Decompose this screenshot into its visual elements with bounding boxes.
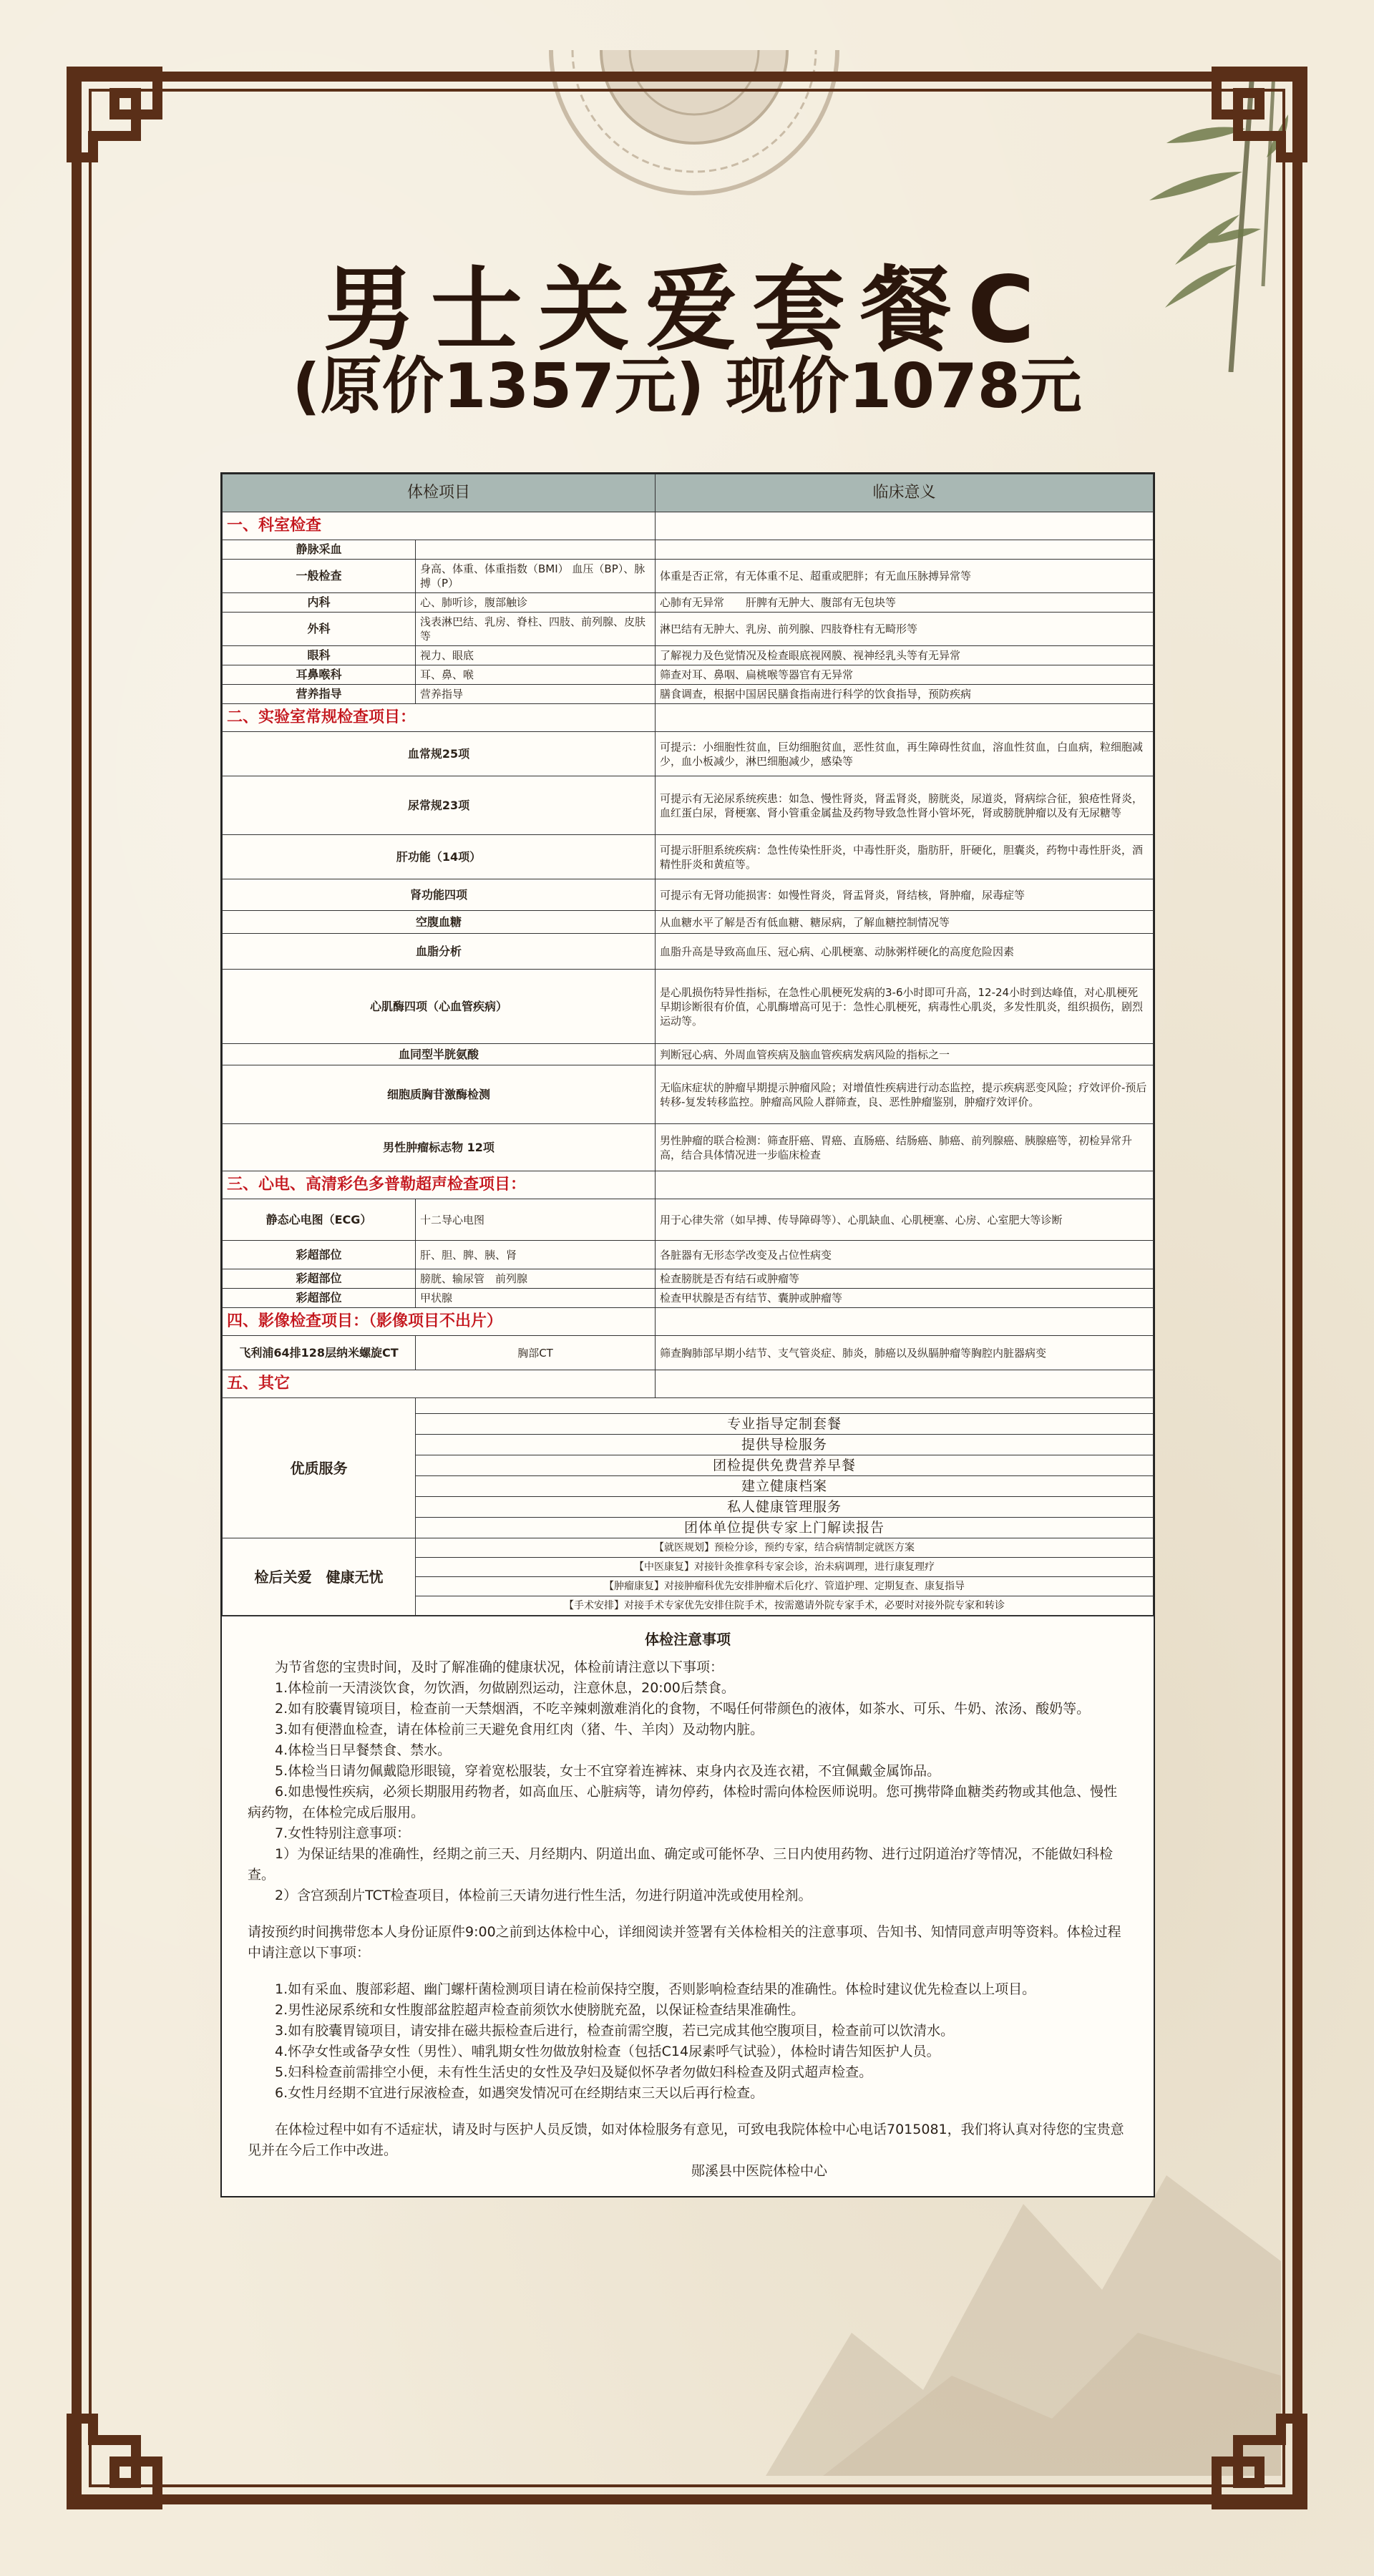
after-care-item: 【手术安排】对接手术专家优先安排住院手术，按需邀请外院专家手术，必要时对接外院专家和转诊 xyxy=(416,1596,1154,1616)
item-meaning: 男性肿瘤的联合检测：筛查肝癌、胃癌、直肠癌、结肠癌、肺癌、前列腺癌、胰腺癌等，初检异常升高，结合具体情况进一步临床检查 xyxy=(656,1124,1154,1171)
price-line: (原价1357元) 现价1078元 xyxy=(292,351,1082,422)
item-detail: 营养指导 xyxy=(416,685,656,704)
item-detail: 心、肺听诊，腹部触诊 xyxy=(416,593,656,613)
item-detail: 甲状腺 xyxy=(416,1289,656,1308)
table-row xyxy=(223,1065,1154,1124)
item-detail: 浅表淋巴结、乳房、脊柱、四肢、前列腺、皮肤等 xyxy=(416,613,656,646)
item-meaning: 心肺有无异常 肝脾有无肿大、腹部有无包块等 xyxy=(656,593,1154,613)
item-detail xyxy=(416,540,656,560)
section-row xyxy=(223,1171,1154,1199)
item-detail: 十二导心电图 xyxy=(416,1199,656,1241)
table-row xyxy=(223,560,1154,593)
notes-item: 4.怀孕女性或备孕女性（男性）、哺乳期女性勿做放射检查（包括C14尿素呼气试验），体检时请告知医护人员。 xyxy=(275,2044,940,2059)
item-name: 内科 xyxy=(223,593,416,613)
item-name: 营养指导 xyxy=(223,685,416,704)
item-meaning: 膳食调查，根据中国居民膳食指南进行科学的饮食指导，预防疾病 xyxy=(656,685,1154,704)
after-care-item: 【中医康复】对接针灸推拿科专家会诊，治未病调理，进行康复理疗 xyxy=(416,1558,1154,1577)
table-row xyxy=(223,1289,1154,1308)
quality-item: 私人健康管理服务 xyxy=(416,1497,1154,1518)
item-detail: 膀胱、输尿管 前列腺 xyxy=(416,1269,656,1289)
item-meaning: 筛查对耳、鼻咽、扁桃喉等器官有无异常 xyxy=(656,665,1154,685)
item-name: 肾功能四项 xyxy=(223,879,656,911)
item-name: 空腹血糖 xyxy=(223,911,656,934)
quality-service-label: 优质服务 xyxy=(223,1398,416,1538)
table-row xyxy=(223,1336,1154,1370)
item-meaning: 了解视力及色觉情况及检查眼底视网膜、视神经乳头等有无异常 xyxy=(656,646,1154,665)
item-meaning: 检查甲状腺是否有结节、囊肿或肿瘤等 xyxy=(656,1289,1154,1308)
after-care-label: 检后关爱 健康无忧 xyxy=(223,1538,416,1616)
item-meaning: 判断冠心病、外周血管疾病及脑血管疾病发病风险的指标之一 xyxy=(656,1044,1154,1065)
item-meaning: 可提示有无肾功能损害：如慢性肾炎，肾盂肾炎，肾结核，肾肿瘤，尿毒症等 xyxy=(656,879,1154,911)
table-header-row xyxy=(223,474,1154,512)
notes-item: 1.如有采血、腹部彩超、幽门螺杆菌检测项目请在检前保持空腹，否则影响检查结果的准确性。体检时建议优先检查以上项目。 xyxy=(275,1981,1036,1997)
item-detail: 耳、鼻、喉 xyxy=(416,665,656,685)
item-name: 彩超部位 xyxy=(223,1289,416,1308)
notes-item: 1）为保证结果的准确性，经期之前三天、月经期内、阴道出血、确定或可能怀孕、三日内使用药物、进行过阴道治疗等情况，不能做妇科检查。 xyxy=(248,1846,1114,1883)
item-name: 血同型半胱氨酸 xyxy=(223,1044,656,1065)
item-meaning: 筛查胸肺部早期小结节、支气管炎症、肺炎，肺癌以及纵膈肿瘤等胸腔内脏器病变 xyxy=(656,1336,1154,1370)
item-meaning: 体重是否正常，有无体重不足、超重或肥胖；有无血压脉搏异常等 xyxy=(656,560,1154,593)
exam-table-panel xyxy=(220,472,1155,2197)
item-name: 静态心电图（ECG） xyxy=(223,1199,416,1241)
item-name: 彩超部位 xyxy=(223,1269,416,1289)
item-meaning: 各脏器有无形态学改变及占位性病变 xyxy=(656,1241,1154,1269)
table-row xyxy=(223,613,1154,646)
notes-arrival: 请按预约时间携带您本人身份证原件9:00之前到达体检中心，详细阅读并签署有关体检相关的注意事项、告知书、知情同意声明等资料。体检过程中请注意以下事项： xyxy=(248,1924,1121,1961)
quality-spacer-row xyxy=(223,1398,1154,1414)
header-clinical-meaning: 临床意义 xyxy=(656,474,1154,512)
table-row xyxy=(223,593,1154,613)
table-row xyxy=(223,1044,1154,1065)
item-name: 飞利浦64排128层纳米螺旋CT xyxy=(223,1336,416,1370)
table-row xyxy=(223,646,1154,665)
item-meaning: 检查膀胱是否有结石或肿瘤等 xyxy=(656,1269,1154,1289)
item-meaning: 用于心律失常（如早搏、传导障碍等）、心肌缺血、心肌梗塞、心房、心室肥大等诊断 xyxy=(656,1199,1154,1241)
notes-item: 1.体检前一天清淡饮食，勿饮酒，勿做剧烈运动，注意休息，20:00后禁食。 xyxy=(275,1680,735,1696)
item-meaning: 是心肌损伤特异性指标，在急性心肌梗死发病的3-6小时即可升高，12-24小时到达峰值，对心肌梗死早期诊断很有价值，心肌酶增高可见于：急性心肌梗死，病毒性心肌炎，多发性肌炎，组织损伤，剧烈运动等。 xyxy=(656,970,1154,1044)
notes-item: 5.体检当日请勿佩戴隐形眼镜，穿着宽松服装，女士不宜穿着连裤袜、束身内衣及连衣裙，不宜佩戴金属饰品。 xyxy=(275,1763,941,1779)
header-exam-items: 体检项目 xyxy=(223,474,656,512)
item-name: 彩超部位 xyxy=(223,1241,416,1269)
notes-section xyxy=(222,1616,1154,2196)
item-meaning: 淋巴结有无肿大、乳房、前列腺、四肢脊柱有无畸形等 xyxy=(656,613,1154,646)
section-row xyxy=(223,704,1154,732)
item-name: 静脉采血 xyxy=(223,540,416,560)
corner-ornament-bottom-left xyxy=(61,2408,168,2515)
notes-item: 2.如有胶囊胃镜项目，检查前一天禁烟酒，不吃辛辣刺激难消化的食物，不喝任何带颜色的液体，如茶水、可乐、牛奶、浓汤、酸奶等。 xyxy=(275,1701,1091,1717)
item-name: 尿常规23项 xyxy=(223,776,656,835)
notes-item: 2.男性泌尿系统和女性腹部盆腔超声检查前须饮水使膀胱充盈，以保证检查结果准确性。 xyxy=(275,2002,805,2018)
page-title: 男士关爱套餐C xyxy=(323,257,1051,364)
notes-item: 4.体检当日早餐禁食、禁水。 xyxy=(275,1742,452,1758)
notes-item: 6.女性月经期不宜进行尿液检查，如遇突发情况可在经期结束三天以后再行检查。 xyxy=(275,2085,764,2101)
item-meaning: 可提示肝胆系统疾病：急性传染性肝炎，中毒性肝炎，脂肪肝，肝硬化，胆囊炎，药物中毒性肝炎，酒精性肝炎和黄疸等。 xyxy=(656,835,1154,879)
item-meaning: 从血糖水平了解是否有低血糖、糖尿病，了解血糖控制情况等 xyxy=(656,911,1154,934)
table-row xyxy=(223,685,1154,704)
item-detail: 身高、体重、体重指数（BMI） 血压（BP）、脉搏（P） xyxy=(416,560,656,593)
corner-ornament-bottom-right xyxy=(1206,2408,1313,2515)
item-detail: 肝、胆、脾、胰、肾 xyxy=(416,1241,656,1269)
notes-item: 3.如有胶囊胃镜项目，请安排在磁共振检查后进行，检查前需空腹，若已完成其他空腹项目，检查前可以饮清水。 xyxy=(275,2023,955,2039)
table-row xyxy=(223,1124,1154,1171)
section-title: 三、心电、高清彩色多普勒超声检查项目： xyxy=(223,1171,656,1199)
quality-item: 建立健康档案 xyxy=(416,1476,1154,1497)
item-meaning: 血脂升高是导致高血压、冠心病、心肌梗塞、动脉粥样硬化的高度危险因素 xyxy=(656,934,1154,970)
item-name: 心肌酶四项（心血管疾病） xyxy=(223,970,656,1044)
item-name: 眼科 xyxy=(223,646,416,665)
table-row xyxy=(223,911,1154,934)
table-row xyxy=(223,1241,1154,1269)
exam-table xyxy=(222,474,1154,1616)
table-row xyxy=(223,665,1154,685)
table-row xyxy=(223,776,1154,835)
table-row xyxy=(223,835,1154,879)
table-row xyxy=(223,934,1154,970)
after-care-item: 【肿瘤康复】对接肿瘤科优先安排肿瘤术后化疗、管道护理、定期复查、康复指导 xyxy=(416,1577,1154,1596)
item-detail: 视力、眼底 xyxy=(416,646,656,665)
item-name: 一般检查 xyxy=(223,560,416,593)
item-name: 肝功能（14项） xyxy=(223,835,656,879)
notes-item: 5.妇科检查前需排空小便，未有性生活史的女性及孕妇及疑似怀孕者勿做妇科检查及阴式超声检查。 xyxy=(275,2064,873,2080)
notes-item: 2）含宫颈刮片TCT检查项目，体检前三天请勿进行性生活，勿进行阴道冲洗或使用栓剂。 xyxy=(275,1888,812,1903)
table-row xyxy=(223,1269,1154,1289)
item-name: 男性肿瘤标志物 12项 xyxy=(223,1124,656,1171)
quality-item: 提供导检服务 xyxy=(416,1435,1154,1455)
section-title: 四、影像检查项目：（影像项目不出片） xyxy=(223,1308,656,1336)
item-meaning: 无临床症状的肿瘤早期提示肿瘤风险；对增值性疾病进行动态监控，提示疾病恶变风险；疗效评价-预后转移-复发转移监控。肿瘤高风险人群筛查，良、恶性肿瘤鉴别，肿瘤疗效评价。 xyxy=(656,1065,1154,1124)
table-row xyxy=(223,879,1154,911)
item-name: 血脂分析 xyxy=(223,934,656,970)
item-detail: 胸部CT xyxy=(416,1336,656,1370)
item-meaning: 可提示有无泌尿系统疾患：如急、慢性肾炎，肾盂肾炎，膀胱炎，尿道炎，肾病综合征，狼疮性肾炎，血红蛋白尿，肾梗塞、肾小管重金属盐及药物导致急性肾小管坏死，肾或膀胱肿瘤以及有无尿糖等 xyxy=(656,776,1154,835)
quality-item: 专业指导定制套餐 xyxy=(416,1414,1154,1435)
corner-ornament-top-left xyxy=(61,61,168,168)
notes-intro: 为节省您的宝贵时间，及时了解准确的健康状况，体检前请注意以下事项： xyxy=(275,1659,724,1675)
section-title: 五、其它 xyxy=(223,1370,656,1398)
item-name: 耳鼻喉科 xyxy=(223,665,416,685)
corner-ornament-top-right xyxy=(1206,61,1313,168)
item-name: 血常规25项 xyxy=(223,732,656,776)
notes-closing: 在体检过程中如有不适症状，请及时与医护人员反馈，如对体检服务有意见，可致电我院体检中心电话7015081，我们将认真对待您的宝贵意见并在今后工作中改进。 xyxy=(248,2122,1124,2158)
table-row xyxy=(223,1199,1154,1241)
section-title: 一、科室检查 xyxy=(223,512,656,540)
item-meaning xyxy=(656,540,1154,560)
notes-item: 7.女性特别注意事项： xyxy=(275,1825,411,1841)
table-row xyxy=(223,970,1154,1044)
item-meaning: 可提示：小细胞性贫血，巨幼细胞贫血，恶性贫血，再生障碍性贫血，溶血性贫血，白血病，粒细胞减少，血小板减少，淋巴细胞减少，感染等 xyxy=(656,732,1154,776)
section-row xyxy=(223,1308,1154,1336)
section-title: 二、实验室常规检查项目： xyxy=(223,704,656,732)
section-row xyxy=(223,512,1154,540)
notes-heading: 体检注意事项 xyxy=(645,1631,731,1648)
item-name: 细胞质胸苷激酶检测 xyxy=(223,1065,656,1124)
notes-signature: 郧溪县中医院体检中心 xyxy=(691,2163,827,2179)
after-care-row xyxy=(223,1538,1154,1558)
section-row xyxy=(223,1370,1154,1398)
table-row xyxy=(223,732,1154,776)
quality-item: 团体单位提供专家上门解读报告 xyxy=(416,1518,1154,1538)
table-row xyxy=(223,540,1154,560)
quality-item: 团检提供免费营养早餐 xyxy=(416,1455,1154,1476)
after-care-item: 【就医规划】预检分诊，预约专家，结合病情制定就医方案 xyxy=(416,1538,1154,1558)
item-name: 外科 xyxy=(223,613,416,646)
notes-item: 6.如患慢性疾病，必须长期服用药物者，如高血压、心脏病等，请勿停药，体检时需向体检医师说明。您可携带降血糖类药物或其他急、慢性病药物，在体检完成后服用。 xyxy=(248,1784,1118,1820)
notes-item: 3.如有便潜血检查，请在体检前三天避免食用红肉（猪、牛、羊肉）及动物内脏。 xyxy=(275,1722,764,1737)
